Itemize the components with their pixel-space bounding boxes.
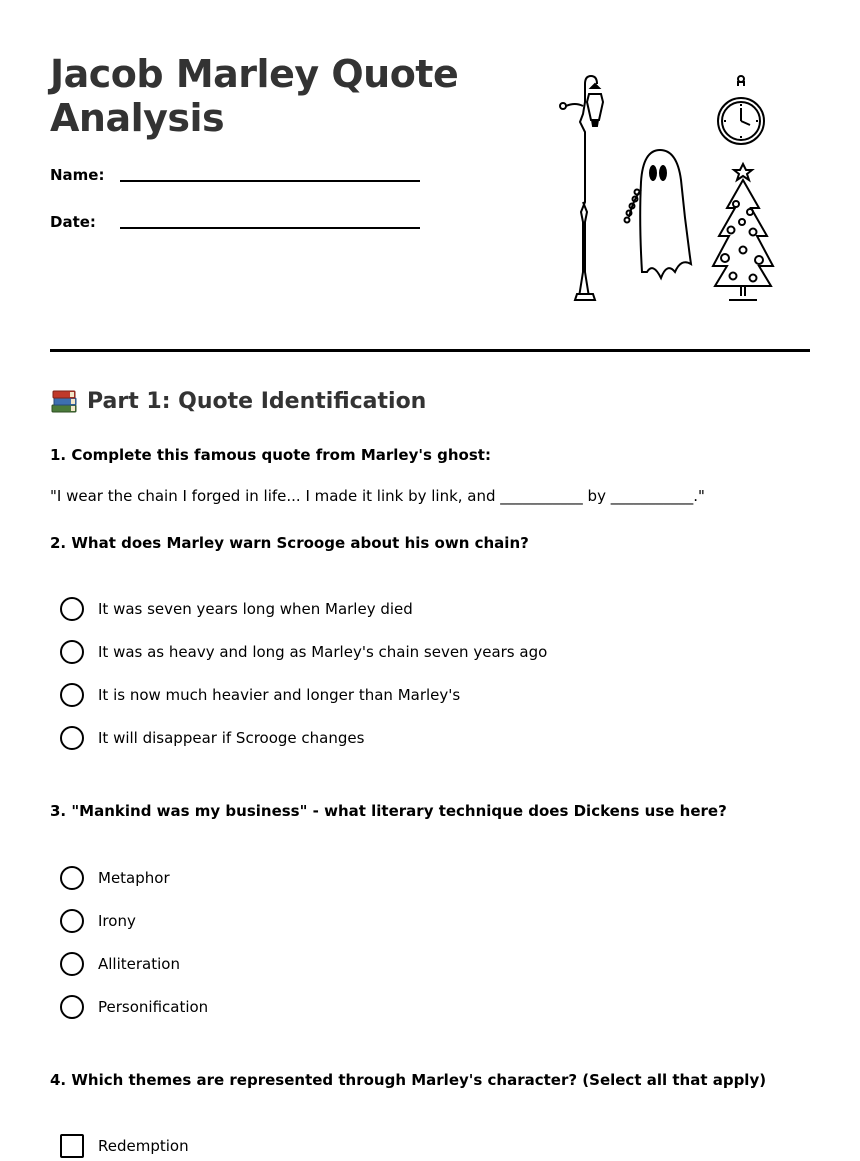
q2-option-4[interactable] [60, 726, 364, 750]
christmas-tree-icon [713, 164, 773, 300]
radio-button[interactable] [60, 640, 84, 664]
quote-fill-in[interactable]: "I wear the chain I forged in life... I made it link by link, and ___________ by ___________." [50, 487, 705, 505]
name-field[interactable] [120, 180, 420, 182]
name-label: Name: [50, 166, 105, 184]
radio-button[interactable] [60, 909, 84, 933]
radio-button[interactable] [60, 952, 84, 976]
radio-button[interactable] [60, 726, 84, 750]
date-field-row [50, 213, 420, 231]
option-label: Irony [98, 912, 136, 930]
q3-option-1[interactable] [60, 866, 170, 890]
option-label: It was as heavy and long as Marley's chain seven years ago [98, 643, 548, 661]
header-divider [50, 349, 810, 352]
checkbox[interactable] [60, 1134, 84, 1158]
date-label: Date: [50, 213, 96, 231]
q2-option-1[interactable] [60, 597, 413, 621]
option-label: It is now much heavier and longer than Marley's [98, 686, 461, 704]
option-label: It was seven years long when Marley died [98, 600, 413, 618]
q2-option-2[interactable] [60, 640, 547, 664]
option-label: Personification [98, 998, 209, 1016]
q4-option-1[interactable] [60, 1134, 189, 1158]
date-field[interactable] [120, 227, 420, 229]
question-4: 4. Which themes are represented through Marley's character? (Select all that apply) [50, 1071, 767, 1089]
christmas-carol-illustration [555, 72, 790, 307]
option-label: It will disappear if Scrooge changes [98, 729, 365, 747]
q2-option-3[interactable] [60, 683, 460, 707]
q3-option-4[interactable] [60, 995, 208, 1019]
section-title-text: Part 1: Quote Identification [87, 388, 427, 414]
section-title-part-1 [50, 388, 426, 414]
q3-option-3[interactable] [60, 952, 180, 976]
lamp-post-icon [560, 76, 603, 300]
radio-button[interactable] [60, 995, 84, 1019]
question-3: 3. "Mankind was my business" - what literary technique does Dickens use here? [50, 802, 727, 820]
option-label: Alliteration [98, 955, 180, 973]
books-icon [50, 388, 78, 414]
page-title: Jacob Marley Quote Analysis [50, 52, 459, 140]
question-2: 2. What does Marley warn Scrooge about his own chain? [50, 534, 529, 552]
option-label: Metaphor [98, 869, 170, 887]
option-label: Redemption [98, 1137, 189, 1155]
radio-button[interactable] [60, 597, 84, 621]
pocket-watch-icon [718, 76, 764, 144]
radio-button[interactable] [60, 683, 84, 707]
ghost-icon [625, 150, 692, 278]
question-1: 1. Complete this famous quote from Marley's ghost: [50, 446, 491, 464]
name-field-row [50, 166, 420, 184]
radio-button[interactable] [60, 866, 84, 890]
q3-option-2[interactable] [60, 909, 136, 933]
